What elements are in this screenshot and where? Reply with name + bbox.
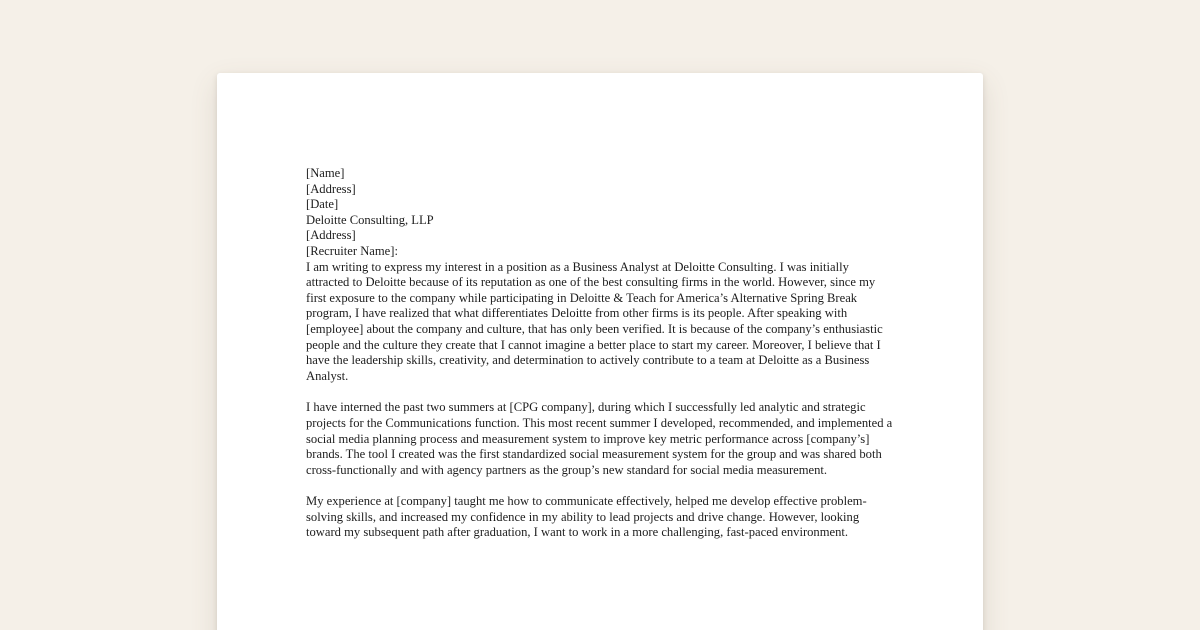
sender-name-placeholder: [Name] [306, 166, 345, 180]
letter-paragraph-2: I have interned the past two summers at [CPG company], during which I successfully led analytic and strategic projects for the Communications function. This most recent summer I developed, recommended, and implemented a social media planning process and measurement system to improve key metric performance across [company’s] brands. The tool I created was the first standardized social measurement system for the group and was shared both cross-functionally and with agency partners as the group’s new standard for social media measurement. [306, 400, 893, 477]
letter-paragraph-1: I am writing to express my interest in a position as a Business Analyst at Deloitte Consulting. I was initially attracted to Deloitte because of its reputation as one of the best consulting firms in the world. However, since my first exposure to the company while participating in Deloitte & Teach for America’s Alternative Spring Break program, I have realized that what differentiates Deloitte from other firms is its people. After speaking with [employee] about the company and culture, that has only been verified. It is because of the company’s enthusiastic people and the culture they create that I cannot imagine a better place to start my career. Moreover, I believe that I have the leadership skills, creativity, and determination to actively contribute to a team at Deloitte as a Business Analyst. [306, 259, 883, 383]
letter-paragraph-3: My experience at [company] taught me how to communicate effectively, helped me develop effective problem-solving skills, and increased my confidence in my ability to lead projects and drive change. However, looking toward my subsequent path after graduation, I want to work in a more challenging, fast-paced environment. [306, 494, 867, 540]
recipient-company: Deloitte Consulting, LLP [306, 212, 434, 227]
document-page [217, 73, 983, 630]
recipient-block [306, 213, 895, 244]
recipient-address-placeholder: [Address] [306, 228, 356, 243]
cover-letter [217, 73, 983, 597]
salutation: [Recruiter Name]: [306, 243, 398, 258]
sender-block [306, 166, 895, 197]
date-placeholder: [Date] [306, 197, 339, 212]
sender-address-placeholder: [Address] [306, 181, 356, 196]
